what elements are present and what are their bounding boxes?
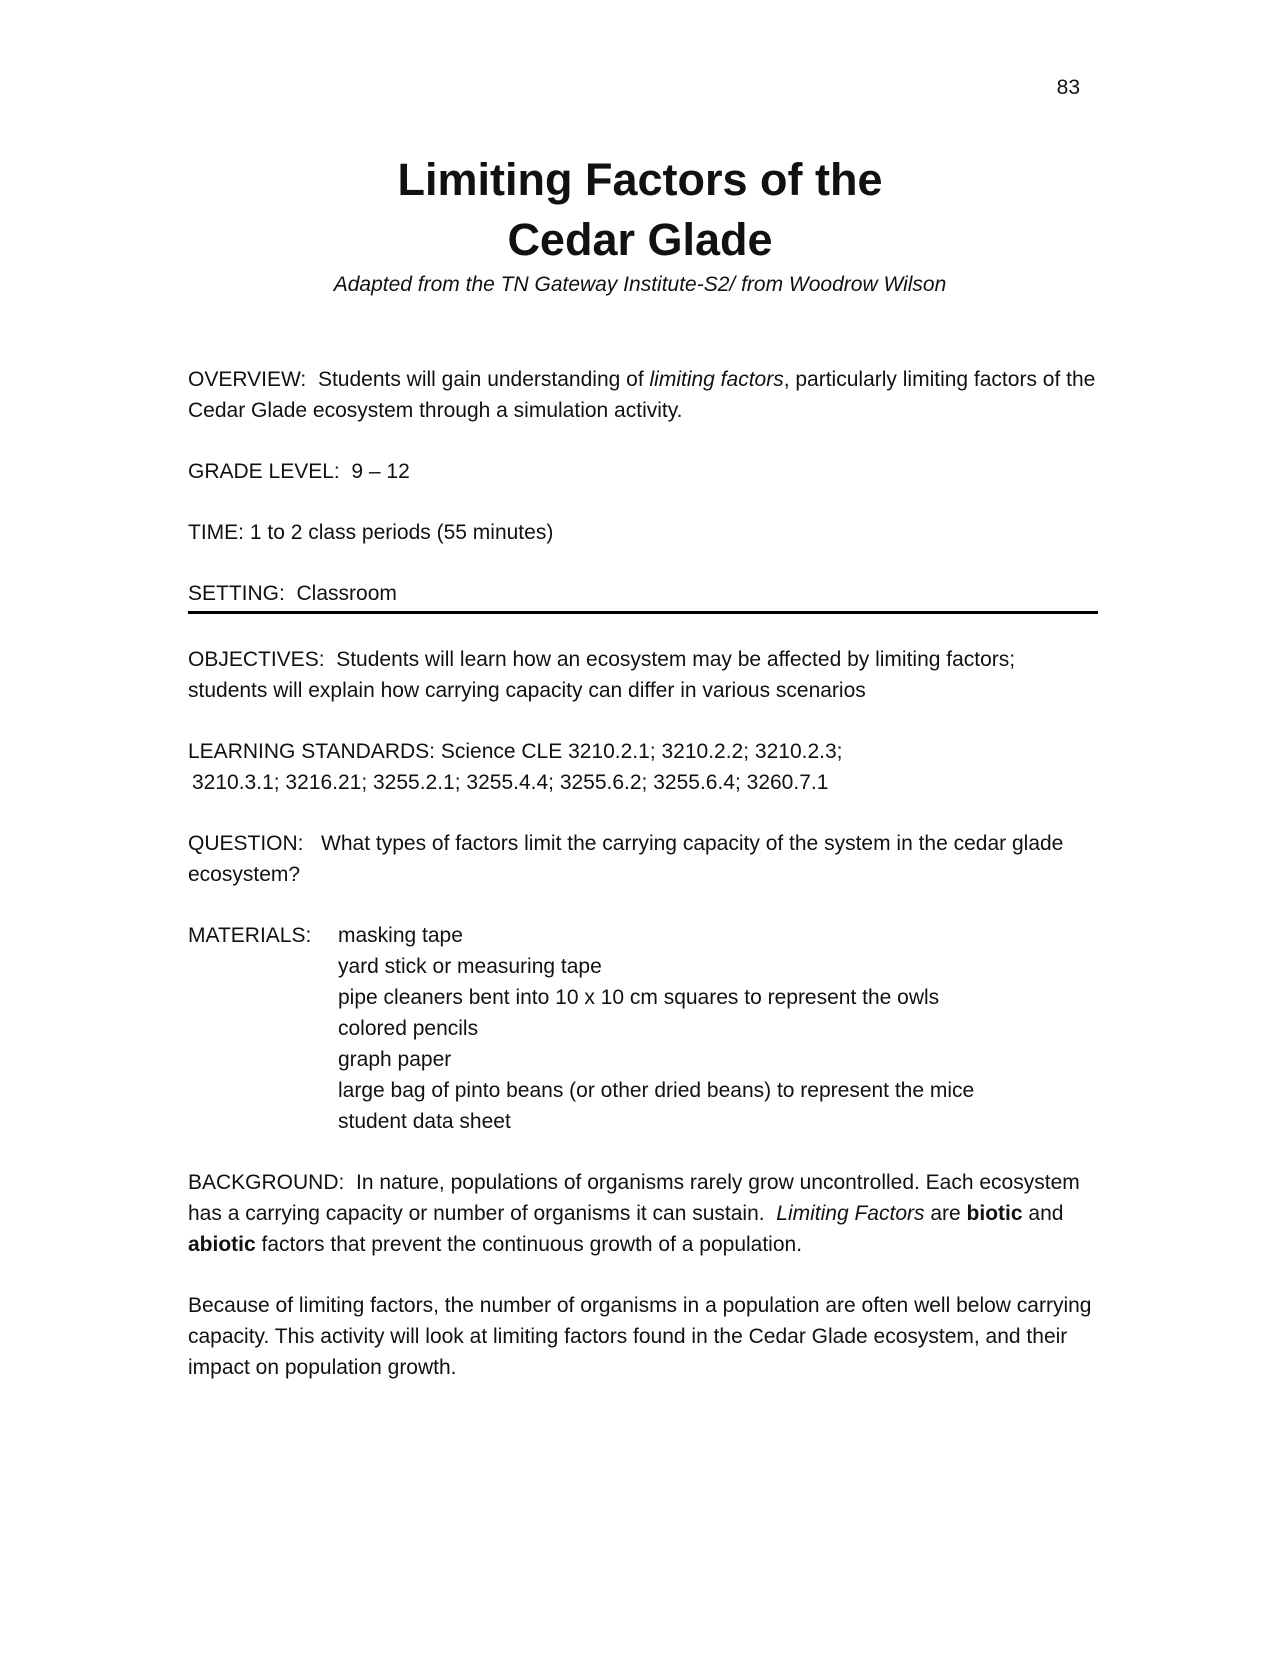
materials-item: pipe cleaners bent into 10 x 10 cm squares to represent the owls <box>338 986 940 1009</box>
overview-text-before: Students will gain understanding of <box>317 368 644 391</box>
title-line-1: Limiting Factors of the <box>397 154 883 205</box>
page-number: 83 <box>1056 76 1080 99</box>
materials-item: masking tape <box>338 924 463 947</box>
setting-section <box>188 578 1098 614</box>
grade-level-value: 9 – 12 <box>351 460 410 483</box>
time-label: TIME: <box>188 521 244 544</box>
overview-label: OVERVIEW: <box>188 368 307 391</box>
setting-value: Classroom <box>296 582 397 605</box>
objectives-text: Students will learn how an ecosystem may be affected by limiting factors; students will explain how carrying capacity can differ in various scenarios <box>188 648 1016 702</box>
materials-label: MATERIALS: <box>188 924 312 947</box>
overview-italic: limiting factors <box>649 368 784 391</box>
learning-standards-line-2: 3210.3.1; 3216.21; 3255.2.1; 3255.4.4; 3255.6.2; 3255.6.4; 3260.7.1 <box>192 771 829 794</box>
materials-item: colored pencils <box>338 1017 479 1040</box>
materials-item: graph paper <box>338 1048 452 1071</box>
objectives-section <box>188 644 1098 706</box>
question-label: QUESTION: <box>188 832 304 855</box>
materials-item: student data sheet <box>338 1110 511 1133</box>
background-section <box>188 1167 1098 1260</box>
background-label: BACKGROUND: <box>188 1171 345 1194</box>
learning-standards-section <box>188 736 1098 798</box>
background-text-2: are <box>930 1202 961 1225</box>
setting-label: SETTING: <box>188 582 285 605</box>
paragraph-2: Because of limiting factors, the number of organisms in a population are often well below carrying capacity. This activity will look at limiting factors found in the Cedar Glade ecosystem, and their impact on population growth. <box>188 1294 1092 1379</box>
document-body <box>188 364 1098 1383</box>
background-text-4: factors that prevent the continuous growth of a population. <box>261 1233 803 1256</box>
grade-level-label: GRADE LEVEL: <box>188 460 340 483</box>
background-bold-biotic: biotic <box>966 1202 1023 1225</box>
overview-section <box>188 364 1098 426</box>
background-text-1: In nature, populations of organisms rarely grow uncontrolled. Each ecosystem has a carrying capacity or number of organisms it can sustain. <box>188 1171 1080 1225</box>
materials-list <box>338 920 974 1137</box>
question-text: What types of factors limit the carrying capacity of the system in the cedar glade ecosystem? <box>188 832 1064 886</box>
background-italic: Limiting Factors <box>776 1202 925 1225</box>
learning-standards-line-1: Science CLE 3210.2.1; 3210.2.2; 3210.2.3; <box>440 740 843 763</box>
time-section <box>188 517 1098 548</box>
materials-item: yard stick or measuring tape <box>338 955 602 978</box>
title-line-2: Cedar Glade <box>507 214 773 265</box>
time-value: 1 to 2 class periods (55 minutes) <box>249 521 554 544</box>
background-bold-abiotic: abiotic <box>188 1233 256 1256</box>
overview-text-after: , particularly limiting factors of the Cedar Glade ecosystem through a simulation activity. <box>188 368 1096 422</box>
subtitle: Adapted from the TN Gateway Institute-S2/ from Woodrow Wilson <box>333 273 947 296</box>
objectives-label: OBJECTIVES: <box>188 648 325 671</box>
materials-section <box>188 920 1098 1137</box>
question-section <box>188 828 1098 890</box>
materials-item: large bag of pinto beans (or other dried beans) to represent the mice <box>338 1079 975 1102</box>
background-text-3: and <box>1028 1202 1064 1225</box>
grade-level-section <box>188 456 1098 487</box>
page-title <box>0 150 1280 270</box>
learning-standards-label: LEARNING STANDARDS: <box>188 740 435 763</box>
